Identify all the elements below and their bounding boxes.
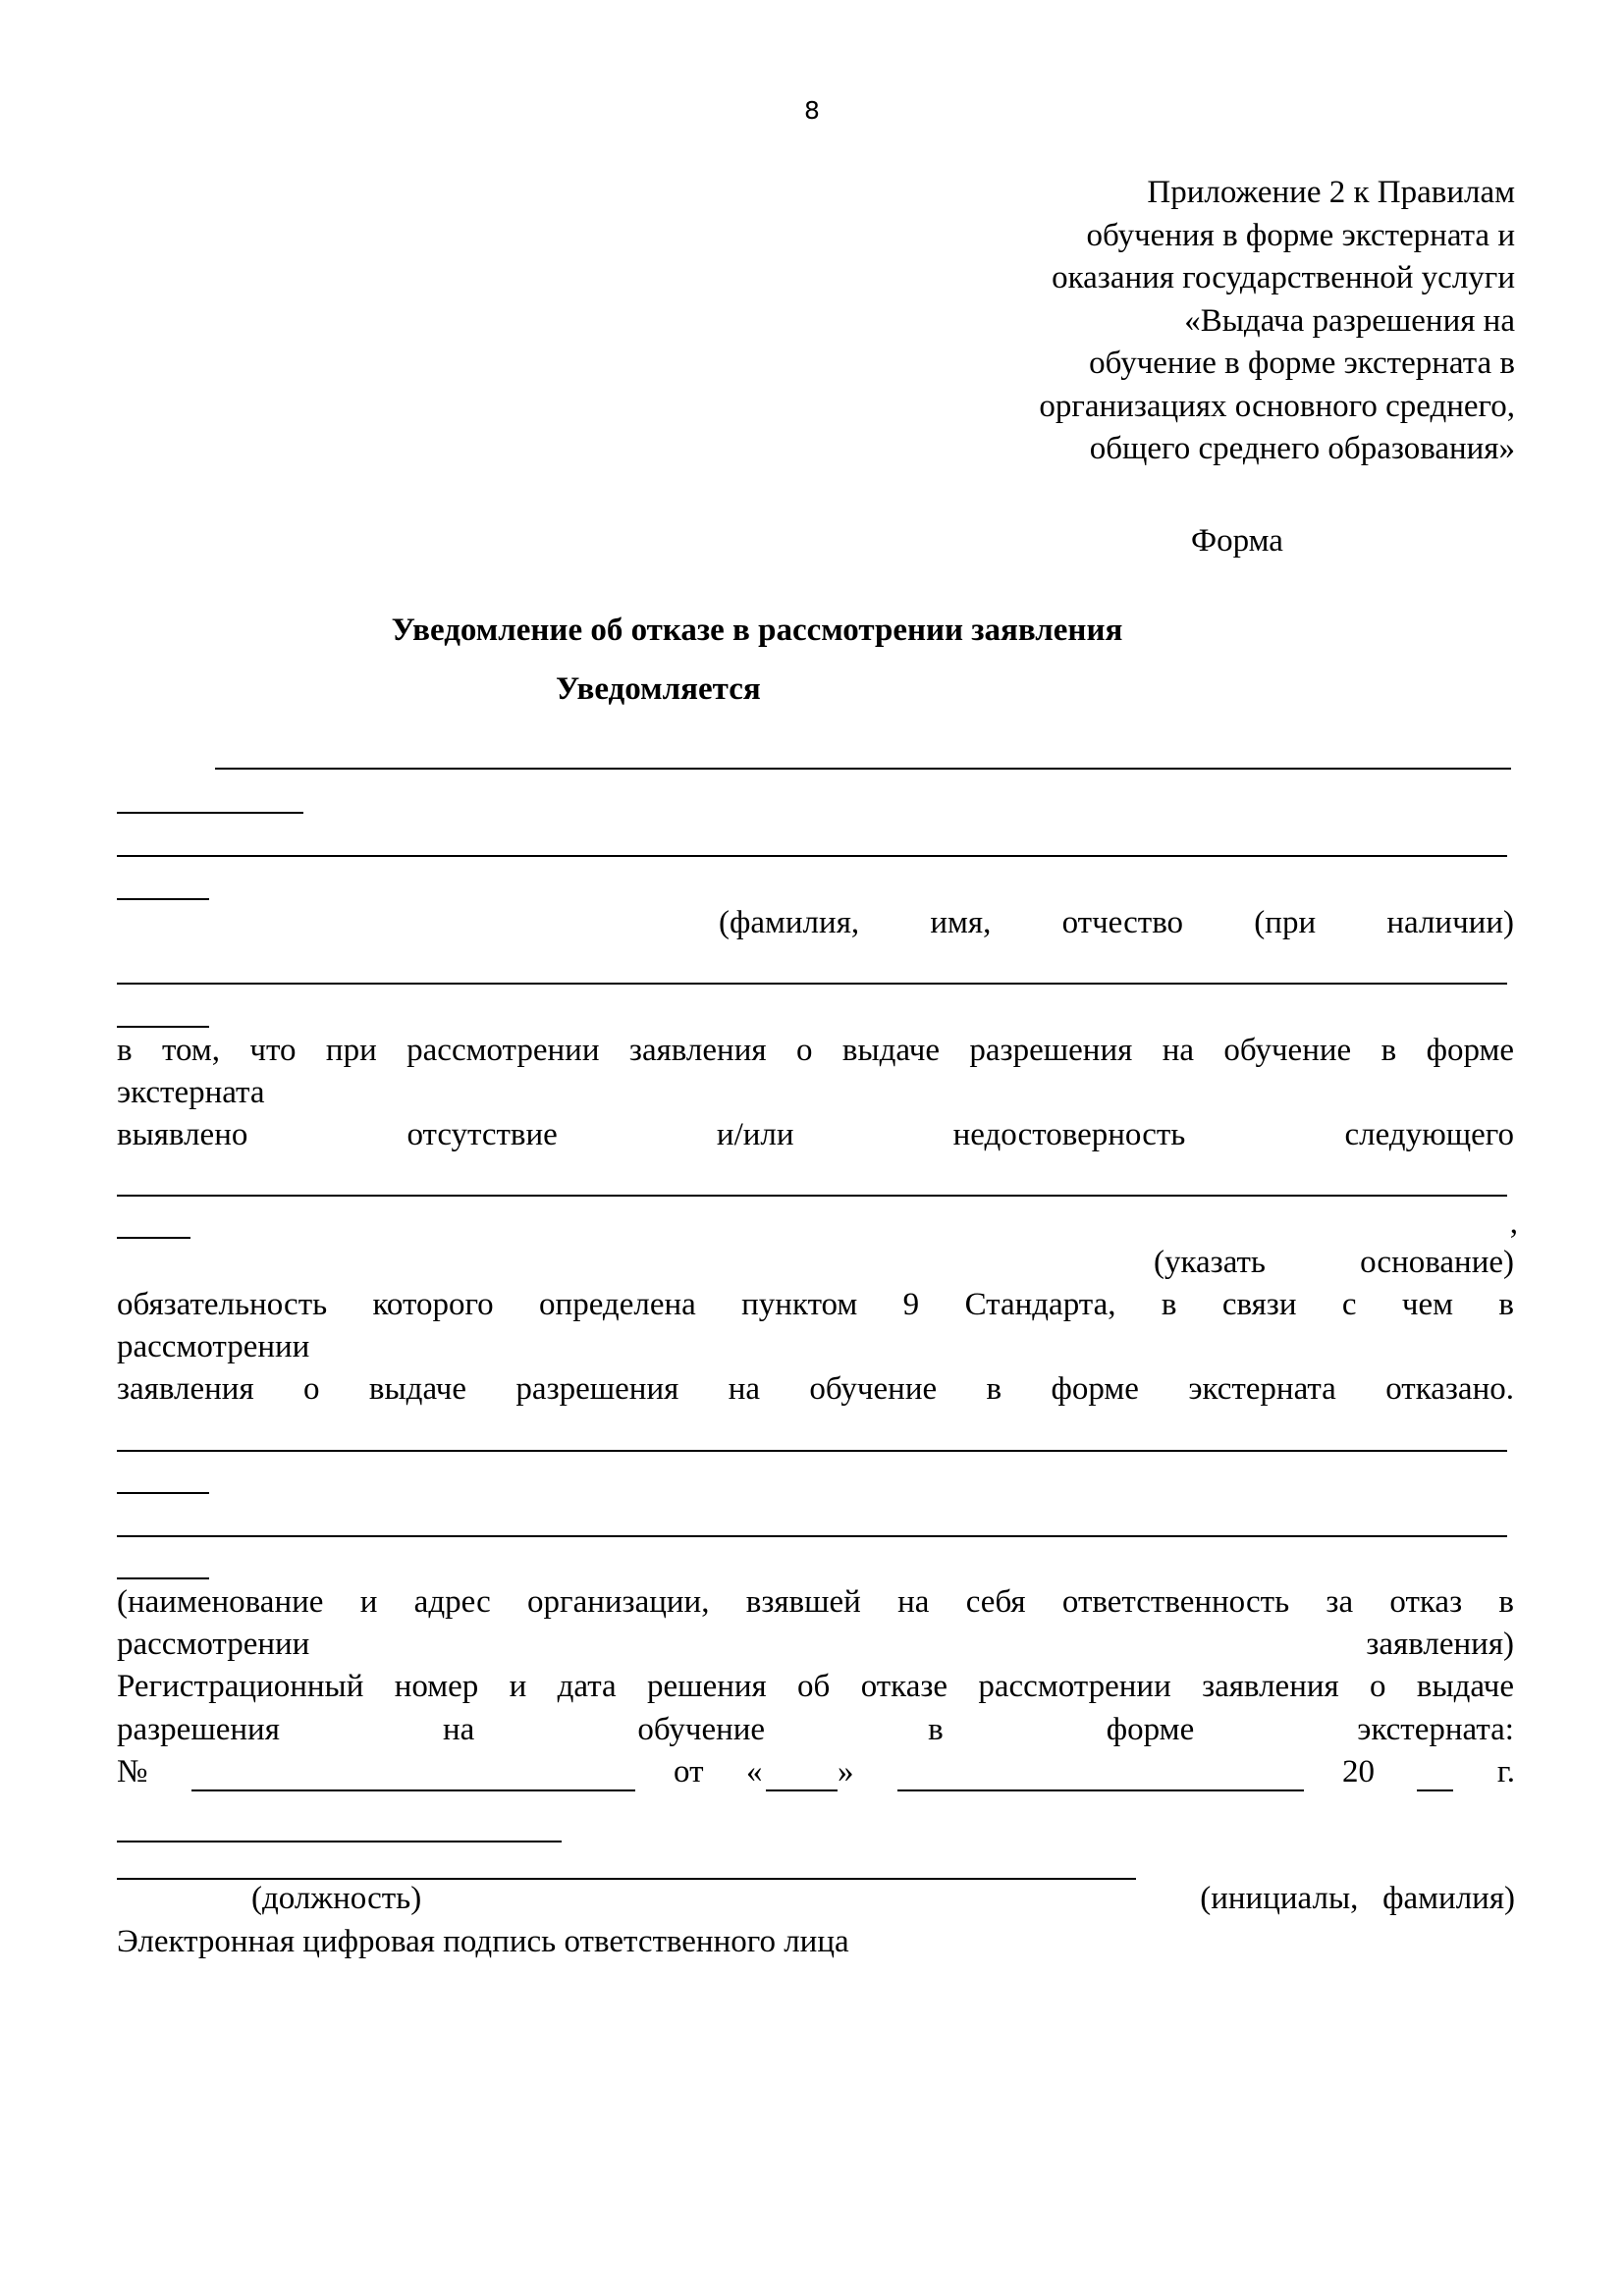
appendix-block — [1039, 172, 1515, 471]
fill-line[interactable] — [117, 1535, 1507, 1537]
fill-line[interactable] — [117, 1237, 190, 1239]
registration-number-field[interactable] — [191, 1789, 635, 1791]
paragraph-line — [117, 1371, 1514, 1408]
fill-line[interactable] — [215, 768, 1511, 770]
paragraph-line — [117, 1033, 1514, 1069]
month-field[interactable] — [897, 1789, 1304, 1791]
paragraph-line — [117, 1117, 1514, 1153]
basis-caption — [1154, 1245, 1514, 1281]
registration-line — [117, 1669, 1514, 1705]
org-caption-line — [117, 1627, 1514, 1663]
document-subtitle: Уведомляется — [556, 671, 761, 707]
fill-line[interactable] — [117, 898, 209, 900]
caption-word: (указать — [1154, 1245, 1266, 1280]
caption-word: наличии) — [1386, 905, 1514, 940]
caption-word: (фамилия, — [719, 905, 860, 940]
appendix-line: общего среднего образования» — [1089, 431, 1515, 466]
paragraph-line: экстерната — [117, 1075, 265, 1110]
word: следующего — [1344, 1117, 1514, 1152]
fio-caption — [719, 905, 1514, 941]
page-number: 8 — [804, 96, 820, 125]
appendix-line: обучения в форме экстерната и — [1086, 217, 1515, 253]
caption-word: основание) — [1360, 1245, 1514, 1280]
electronic-signature-label: Электронная цифровая подпись ответственного лица — [117, 1924, 849, 1959]
para-text: заявления о выдаче разрешения на обучение в форме экстерната отказано. — [117, 1371, 1514, 1407]
paragraph-line: рассмотрении — [117, 1329, 310, 1364]
paragraph-line — [117, 1287, 1514, 1323]
appendix-line: обучение в форме экстерната в — [1089, 346, 1515, 381]
registration-text: Регистрационный номер и дата решения об отказе рассмотрении заявления о выдаче — [117, 1669, 1514, 1704]
year-suffix: г. — [1496, 1754, 1515, 1789]
number-sign: № — [117, 1754, 148, 1789]
year-prefix: 20 — [1342, 1754, 1375, 1789]
para-text: в том, что при рассмотрении заявления о выдаче разрешения на обучение в форме — [117, 1033, 1514, 1068]
appendix-line: организациях основного среднего, — [1039, 388, 1515, 424]
fill-line[interactable] — [117, 1577, 209, 1579]
caption-word: имя, — [930, 905, 992, 940]
fill-line[interactable] — [117, 1492, 209, 1494]
word: форме — [1106, 1712, 1195, 1747]
word: выявлено — [117, 1117, 248, 1152]
word: отсутствие — [406, 1117, 558, 1152]
appendix-line: Приложение 2 к Правилам — [1147, 175, 1515, 210]
from-word: от — [674, 1754, 704, 1789]
fill-line[interactable] — [117, 983, 1507, 985]
caption-text: рассмотрении — [117, 1627, 310, 1662]
fill-line[interactable] — [117, 855, 1507, 857]
word: в — [928, 1712, 944, 1747]
appendix-line: «Выдача разрешения на — [1184, 302, 1515, 339]
position-caption: (должность) — [251, 1881, 422, 1916]
signature-line[interactable] — [117, 1878, 1136, 1880]
fill-line[interactable] — [117, 1450, 1507, 1452]
day-field[interactable] — [766, 1789, 838, 1791]
caption-word: отчество — [1061, 905, 1184, 940]
quote-open: « — [746, 1754, 763, 1789]
fill-line[interactable] — [117, 812, 303, 814]
form-label: Форма — [1191, 523, 1283, 559]
fill-line[interactable] — [117, 1841, 562, 1842]
fill-line[interactable] — [117, 1195, 1507, 1197]
para-text: обязательность которого определена пунктом 9 Стандарта, в связи с чем в — [117, 1287, 1514, 1322]
quote-close: » — [838, 1754, 854, 1789]
comma-mark: , — [1509, 1205, 1518, 1241]
registration-line — [117, 1712, 1514, 1748]
word: разрешения — [117, 1712, 280, 1747]
year-field[interactable] — [1417, 1789, 1453, 1791]
word: обучение — [637, 1712, 766, 1747]
appendix-line: оказания государственной услуги — [1052, 260, 1515, 295]
caption-text: заявления) — [1366, 1627, 1514, 1662]
org-caption-line — [117, 1584, 1514, 1621]
document-title: Уведомление об отказе в рассмотрении заявления — [391, 613, 1123, 648]
word: на — [442, 1712, 475, 1747]
word: и/или — [716, 1117, 794, 1152]
word: экстерната: — [1357, 1712, 1514, 1747]
caption-word: (при — [1254, 905, 1317, 940]
word: недостоверность — [952, 1117, 1186, 1152]
initials-caption: (инициалы, фамилия) — [1200, 1881, 1515, 1916]
fill-line[interactable] — [117, 1026, 209, 1028]
caption-text: (наименование и адрес организации, взявшей на себя ответственность за отказ в — [117, 1584, 1514, 1620]
